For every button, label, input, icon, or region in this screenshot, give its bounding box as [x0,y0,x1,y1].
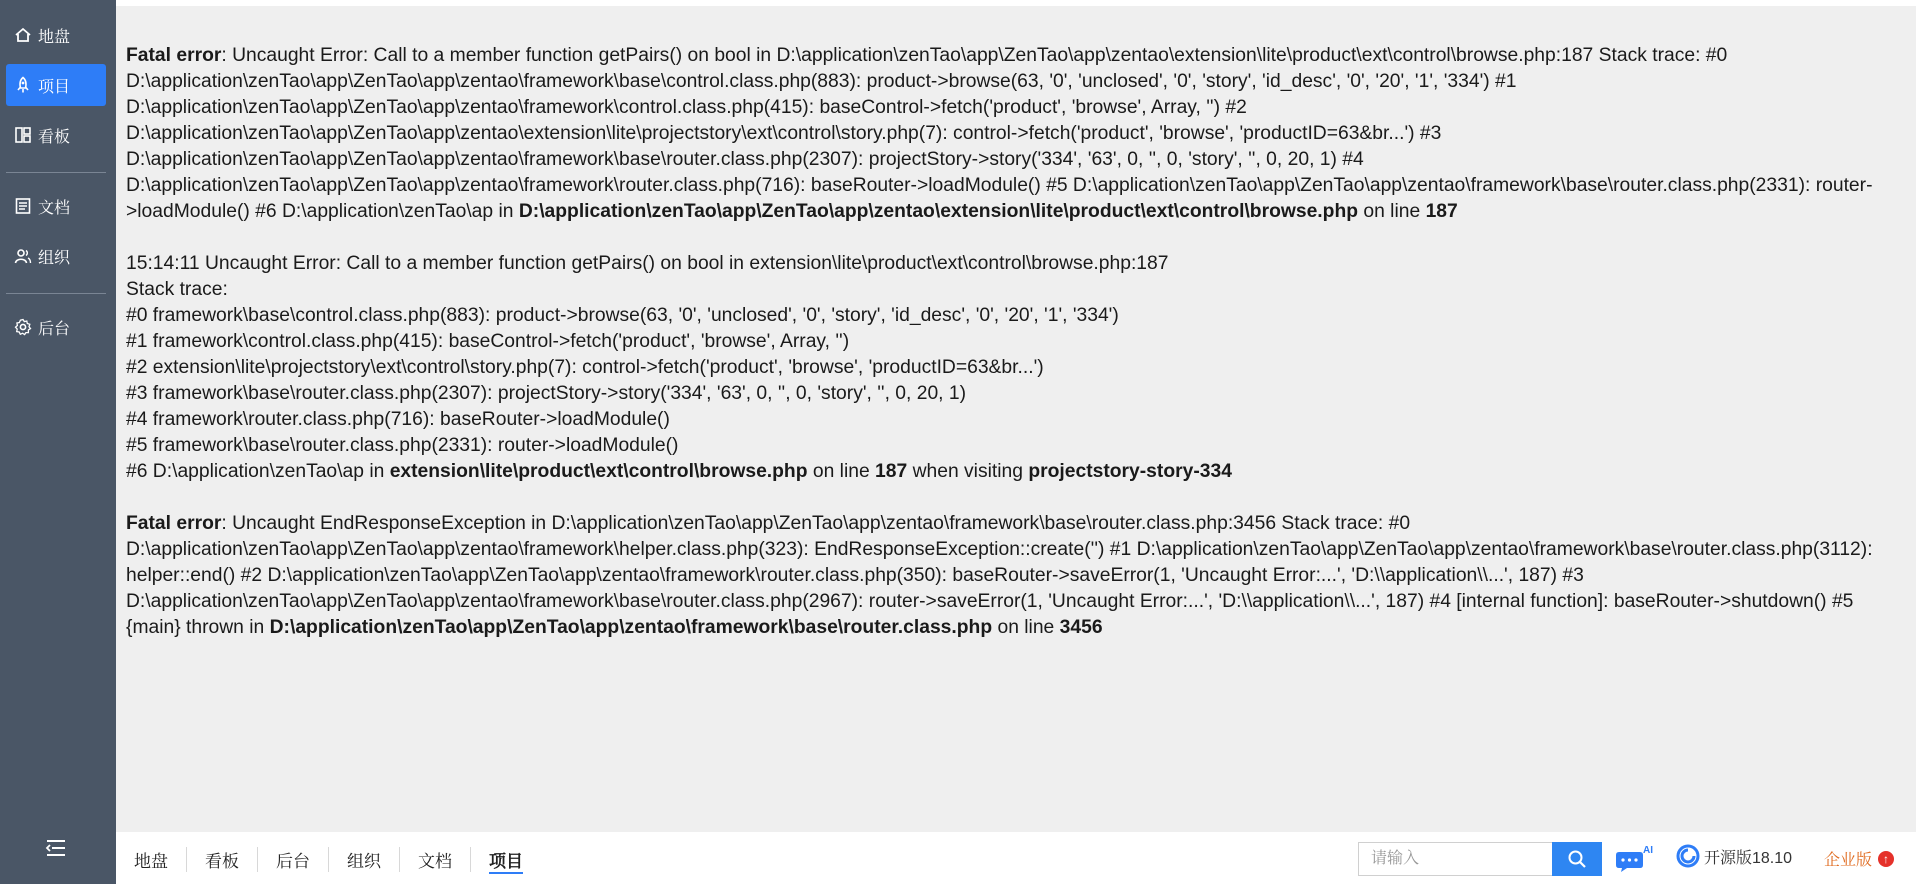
footer-bar [116,832,1916,884]
sidebar-item-kanban[interactable] [6,114,106,156]
enterprise-upgrade-link[interactable] [1824,847,1894,870]
error-message: : Uncaught Error: Call to a member function getPairs() on bool in D:\application\zenTao\app\ZenTao\app\zentao\extension\lite\product\ext\control\browse.php:187 Stack trace: #0 D:\application\zenTao\app\ZenTao\app\zentao\framework\base\control.class.php(883): product->browse(63, '0', 'unclosed', '0', 'story', 'id_desc', '0', '20', '1', '334') #1 D:\application\zenTao\app\ZenTao\app\zentao\framework\control.class.php(415): baseControl->fetch('product', 'browse', Array, '') #2 D:\application\zenTao\app\ZenTao\app\zentao\extension\lite\projectstory\ext\control\story.php(7): control->fetch('product', 'browse', 'productID=63&br...') #3 D:\application\zenTao\app\ZenTao\app\zentao\framework\base\router.class.php(2307): projectStory->story('334', '63', 0, '', 0, 'story', '', 0, 20, 1) #4 D:\application\zenTao\app\ZenTao\app\zentao\framework\router.class.php(716): baseRouter->loadModule() #5 D:\application\zenTao\app\ZenTao\app\zentao\framework\base\router.class.php(2331): router->loadModule() #6 D:\application\zenTao\ap in [126,45,1873,222]
error-line-number: 3456 [1059,617,1103,638]
team-icon [14,247,32,265]
footer-nav-label: 看板 [205,852,239,871]
trace-line: #3 framework\base\router.class.php(2307): projectStory->story('334', '63', 0, '', 0, 'story', '', 0, 20, 1) [126,383,967,404]
gear-icon [14,318,32,336]
sidebar-item-project[interactable] [6,64,106,106]
trace-prefix: #6 D:\application\zenTao\ap in [126,461,390,482]
sidebar-item-admin[interactable] [6,306,106,348]
sidebar-item-label: 后台 [38,320,71,338]
trace-on-line: on line [807,461,876,482]
home-icon [14,26,32,44]
sidebar-divider [6,293,106,294]
error-message: : Uncaught EndResponseException in D:\application\zenTao\app\ZenTao\app\zentao\framework\base\router.class.php:3456 Stack trace: #0 D:\application\zenTao\app\ZenTao\app\zentao\framework\helper.class.php(323): EndResponseException::create('') #1 D:\application\zenTao\app\ZenTao\app\zentao\framework\base\router.class.php(3112): helper::end() #2 D:\application\zenTao\app\ZenTao\app\zentao\framework\router.class.php(350): baseRouter->saveError(1, 'Uncaught Error:...', 'D:\\application\\...', 187) #3 D:\application\zenTao\app\ZenTao\app\zentao\framework\base\router.class.php(2967): router->saveError(1, 'Uncaught Error:...', 'D:\\application\\...', 187) #4 [internal function]: baseRouter->shutdown() #5 {main} thrown in [126,513,1873,638]
sidebar-divider [6,172,106,173]
fatal-error-block [126,43,1896,225]
error-file: D:\application\zenTao\app\ZenTao\app\zentao\framework\base\router.class.php [269,617,993,638]
footer-nav-admin[interactable] [257,847,328,872]
sidebar-item-label: 看板 [38,128,71,146]
fatal-error-block [126,511,1896,641]
zentao-logo-icon [1676,844,1700,868]
enterprise-label: 企业版 [1824,852,1873,869]
trace-line-number: 187 [875,461,908,482]
sidebar-item-label: 组织 [38,249,71,267]
footer-nav [126,847,541,872]
document-icon [14,197,32,215]
ai-label: AI [1643,845,1653,856]
footer-nav-label: 后台 [276,852,310,871]
menu-collapse-icon[interactable] [44,838,68,858]
sidebar [0,0,116,884]
trace-line: #4 framework\router.class.php(716): baseRouter->loadModule() [126,409,670,430]
search-icon [1567,849,1587,869]
error-file: D:\application\zenTao\app\ZenTao\app\zentao\extension\lite\product\ext\control\browse.php [518,201,1359,222]
error-line-number: 187 [1425,201,1458,222]
stack-trace-block [126,251,1896,485]
kanban-icon [14,126,32,144]
footer-nav-kanban[interactable] [186,847,257,872]
ai-chat-button[interactable] [1616,844,1656,874]
trace-line: #0 framework\base\control.class.php(883): product->browse(63, '0', 'unclosed', '0', 'story', 'id_desc', '0', '20', '1', '334') [126,305,1119,326]
version-label: 开源版18.10 [1704,849,1793,867]
footer-nav-label: 组织 [347,852,381,871]
error-label: Fatal error [126,45,222,66]
search-input[interactable] [1358,842,1552,876]
trace-visiting: when visiting [907,461,1029,482]
version-button[interactable] [1676,844,1792,868]
error-output [126,43,1896,641]
sidebar-item-label: 项目 [38,78,71,96]
trace-line: 15:14:11 Uncaught Error: Call to a member function getPairs() on bool in extension\lite\product\ext\control\browse.php:187 [126,253,1169,274]
footer-nav-label: 地盘 [134,852,168,871]
trace-line: Stack trace: [126,279,228,300]
sidebar-item-team[interactable] [6,235,106,277]
sidebar-item-docs[interactable] [6,185,106,227]
trace-page: projectstory-story-334 [1028,461,1232,482]
trace-line [126,459,1896,485]
main-content [116,6,1916,832]
footer-nav-label: 文档 [418,852,452,871]
search-button[interactable] [1552,842,1602,876]
sidebar-item-dashboard[interactable] [6,14,106,56]
footer-nav-team[interactable] [328,847,399,872]
trace-line: #1 framework\control.class.php(415): baseControl->fetch('product', 'browse', Array, '') [126,331,850,352]
chat-icon [1616,844,1656,874]
upgrade-arrow-icon: ↑ [1878,851,1894,867]
trace-file: extension\lite\product\ext\control\browse.php [389,461,808,482]
error-label: Fatal error [126,513,222,534]
trace-line: #5 framework\base\router.class.php(2331): router->loadModule() [126,435,679,456]
footer-nav-label: 项目 [489,852,523,874]
rocket-icon [14,76,32,94]
footer-nav-docs[interactable] [399,847,470,872]
sidebar-item-label: 文档 [38,199,71,217]
footer-nav-project[interactable] [470,847,541,872]
footer-nav-dashboard[interactable] [126,847,186,872]
error-on-line: on line [1358,201,1426,222]
error-on-line: on line [992,617,1060,638]
trace-line: #2 extension\lite\projectstory\ext\control\story.php(7): control->fetch('product', 'browse', 'productID=63&br...') [126,357,1044,378]
sidebar-item-label: 地盘 [38,28,71,46]
